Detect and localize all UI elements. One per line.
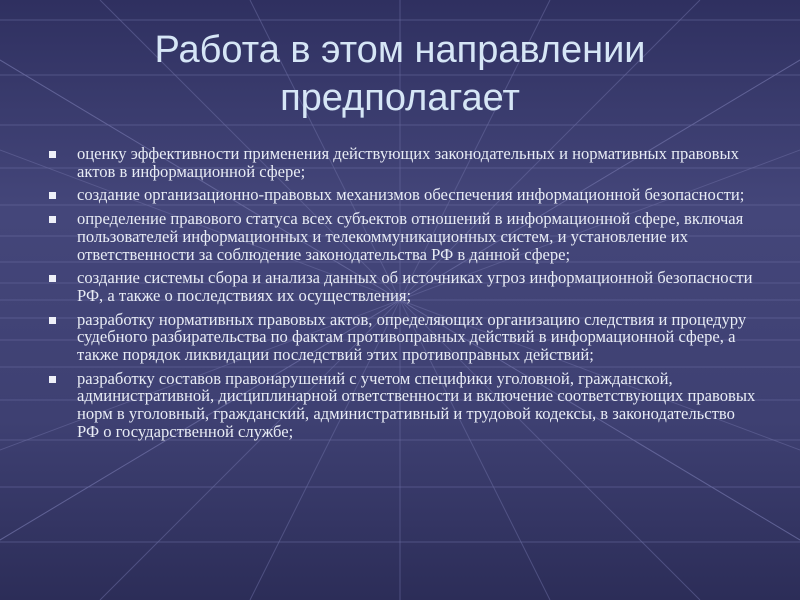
bullet-item [48, 145, 760, 180]
square-bullet-icon [49, 192, 56, 199]
bullet-text: создание системы сбора и анализа данных об источниках угроз информационной безопасности РФ, а также о последствиях их осуществления; [77, 268, 753, 305]
bullet-item [48, 186, 760, 204]
bullet-list [48, 145, 760, 447]
bullet-text: оценку эффективности применения действующих законодательных и нормативных правовых актов в информационной сфере; [77, 144, 739, 181]
bullet-item [48, 370, 760, 441]
square-bullet-icon [49, 317, 56, 324]
bullet-item [48, 311, 760, 364]
square-bullet-icon [49, 376, 56, 383]
bullet-text: создание организационно-правовых механизмов обеспечения информационной безопасности; [77, 185, 745, 205]
bullet-text: определение правового статуса всех субъектов отношений в информационной сфере, включая пользователей информационных и телекоммуникационных систем, и установление их ответственности за соблюдение законодательства РФ в данной сфере; [77, 209, 744, 264]
square-bullet-icon [49, 151, 56, 158]
bullet-item [48, 269, 760, 304]
bullet-text: разработку составов правонарушений с учетом специфики уголовной, гражданской, административной, дисциплинарной ответственности и включение соответствующих правовых норм в уголовный, гражданский, административный и трудовой кодексы, в законодательство РФ о государственной службе; [77, 368, 756, 441]
square-bullet-icon [49, 275, 56, 282]
square-bullet-icon [49, 216, 56, 223]
bullet-text: разработку нормативных правовых актов, определяющих организацию следствия и процедуру судебного разбирательства по фактам противоправных действий в информационной сфере, а также порядок ликвидации последствий этих противоправных действий; [77, 309, 747, 365]
bullet-item [48, 210, 760, 263]
slide-title: Работа в этом направлении предполагает [154, 29, 646, 119]
